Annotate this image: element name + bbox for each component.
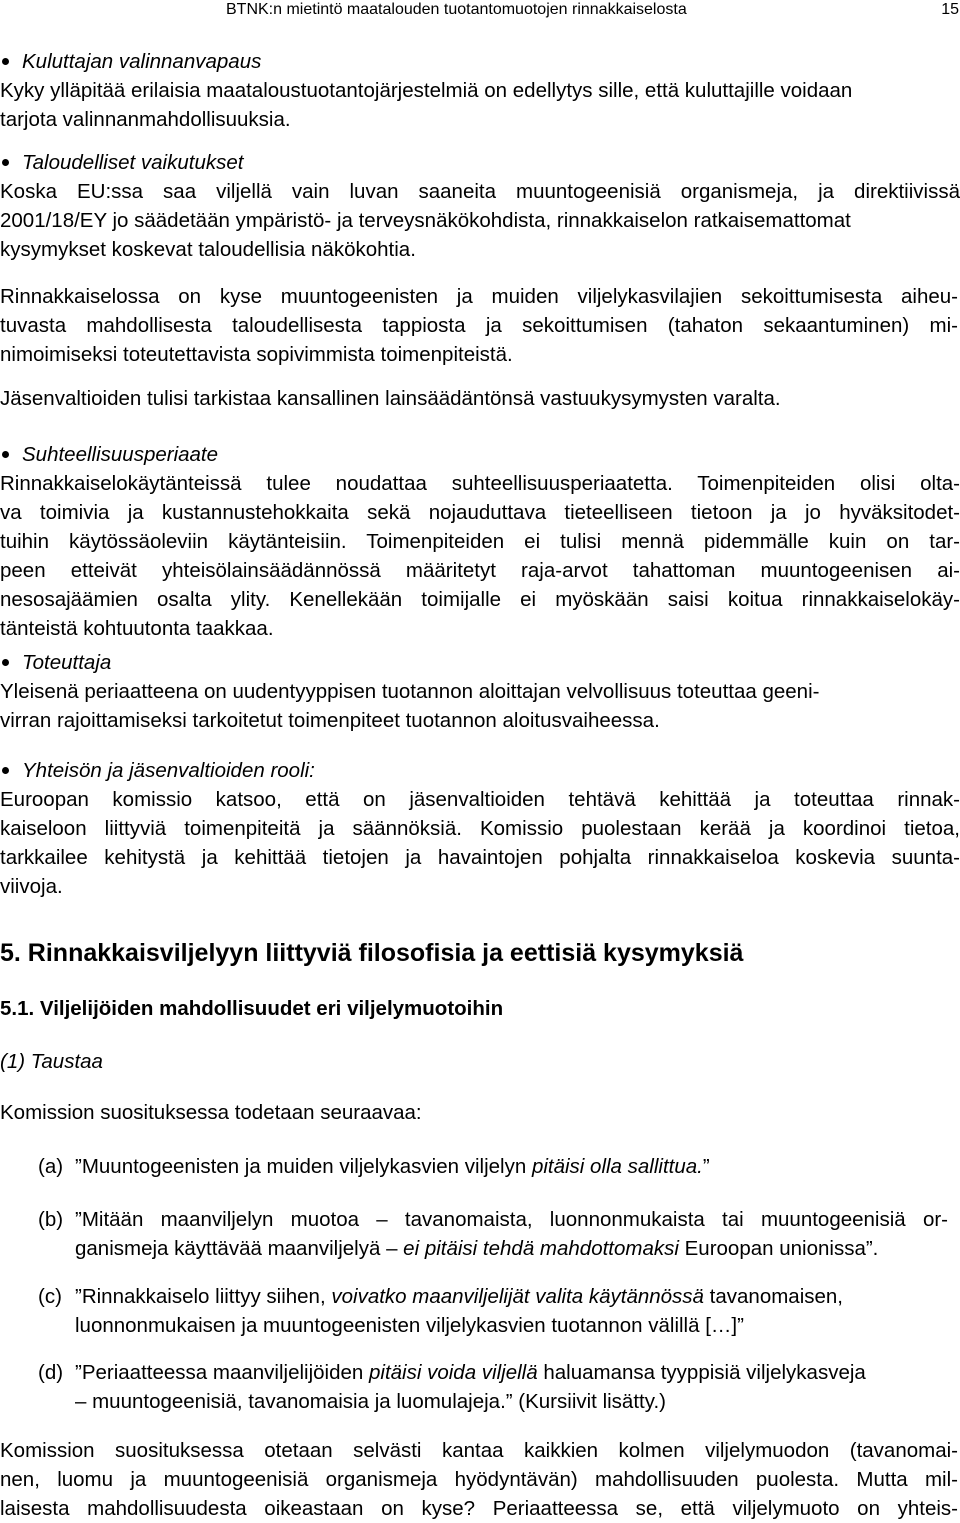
page-header <box>226 0 960 20</box>
text-line: ”Mitään maanviljelyn muotoa – tavanomaista, luonnonmukaista tai muuntogeenisiä or- <box>75 1208 948 1231</box>
text-line: Komission suosituksessa otetaan selvästi kantaa kaikkien kolmen viljelymuodon (tavanomai- <box>0 1439 958 1462</box>
bullet-title: Taloudelliset vaikutukset <box>22 151 244 174</box>
text-line: kaiseloon liittyviä toimenpiteitä ja säännöksiä. Komissio puolestaan kerää ja koordinoi tietoa, <box>0 817 960 840</box>
text-line: nimoimiseksi toteutettavista sopivimmista toimenpiteistä. <box>0 343 513 366</box>
bullet-title: Suhteellisuusperiaate <box>22 443 219 466</box>
text-line: tuvasta mahdollisesta taloudellisesta tappiosta ja sekoittumisen (tahaton sekaantuminen) mi- <box>0 314 958 337</box>
bullet-title: Yhteisön ja jäsenvaltioiden rooli: <box>22 759 315 782</box>
section-heading: 5. Rinnakkaisviljelyyn liittyviä filosofisia ja eettisiä kysymyksiä <box>0 939 744 967</box>
page-number: 15 <box>941 1 959 18</box>
text-line: nen, luomu ja muuntogeenisiä organismeja hyödyntävän) mahdollisuuden puolesta. Mutta mil- <box>0 1468 958 1491</box>
text-line: – muuntogeenisiä, tavanomaisia ja luomulajeja.” (Kursiivit lisätty.) <box>75 1390 666 1413</box>
text-line: luonnonmukaisen ja muuntogeenisten viljelykasvien tuotannon välillä […]” <box>75 1314 744 1337</box>
bullet-icon <box>2 451 9 458</box>
text-line: tuihin käytössäoleviin käytänteisiin. Toimenpiteiden ei tulisi mennä pidemmälle kuin on tar- <box>0 530 960 553</box>
text-line: laisesta mahdollisuudesta oikeastaan on kyse? Periaatteessa se, että viljelymuoto on yhteis- <box>0 1497 958 1520</box>
text-line: kysymykset koskevat taloudellisia näkökohtia. <box>0 238 416 261</box>
bullet-icon <box>2 159 9 166</box>
text-line: tänteistä kohtuutonta taakkaa. <box>0 617 274 640</box>
item-label: (d) <box>38 1361 64 1384</box>
text-line: va toimivia ja kustannustehokkaita sekä nojauduttava tieteelliseen tietoon ja jo hyväksitodet- <box>0 501 960 524</box>
text-line: ganismeja käyttävää maanviljelyä – ei pitäisi tehdä mahdottomaksi Euroopan unionissa”. <box>75 1237 879 1260</box>
bullet-title: Kuluttajan valinnanvapaus <box>22 50 262 73</box>
text-line: ”Rinnakkaiselo liittyy siihen, voivatko maanviljelijät valita käytännössä tavanomaisen, <box>75 1285 843 1308</box>
subheading: (1) Taustaa <box>0 1050 103 1073</box>
document-title: BTNK:n mietintö maatalouden tuotantomuotojen rinnakkaiselosta <box>226 1 687 18</box>
text-line: Yleisenä periaatteena on uudentyyppisen tuotannon aloittajan velvollisuus toteuttaa geeni- <box>0 680 820 703</box>
bullet-icon <box>2 659 9 666</box>
text-line: Komission suosituksessa todetaan seuraavaa: <box>0 1101 422 1124</box>
item-label: (b) <box>38 1208 64 1231</box>
text-line: Koska EU:ssa saa viljellä vain luvan saaneita muuntogeenisiä organismeja, ja direktiivissä <box>0 180 960 203</box>
text-line: tarjota valinnanmahdollisuuksia. <box>0 108 291 131</box>
text-line: peen etteivät yhteisölainsäädännössä määritetyt raja-arvot tahattoman muuntogeenisen ai- <box>0 559 960 582</box>
subsection-heading: 5.1. Viljelijöiden mahdollisuudet eri viljelymuotoihin <box>0 997 504 1020</box>
text-line: Kyky ylläpitää erilaisia maataloustuotantojärjestelmiä on edellytys sille, että kuluttajille voidaan <box>0 79 853 102</box>
text-line: 2001/18/EY jo säädetään ympäristö- ja terveysnäkökohdista, rinnakkaiselon ratkaisemattomat <box>0 209 851 232</box>
text-line: Jäsenvaltioiden tulisi tarkistaa kansallinen lainsäädäntönsä vastuukysymysten varalta. <box>0 387 781 410</box>
text-line: ”Periaatteessa maanviljelijöiden pitäisi voida viljellä haluamansa tyyppisiä viljelykasveja <box>75 1361 866 1384</box>
text-line: nesosajäämien osalta ylity. Kenellekään toimijalle ei myöskään saisi koitua rinnakkaiselokäy- <box>0 588 960 611</box>
text-line: virran rajoittamiseksi tarkoitetut toimenpiteet tuotannon aloitusvaiheessa. <box>0 709 660 732</box>
text-line: viivoja. <box>0 875 63 898</box>
item-label: (c) <box>38 1285 62 1308</box>
text-line: Rinnakkaiselossa on kyse muuntogeenisten ja muiden viljelykasvilajien sekoittumisesta aiheu- <box>0 285 958 308</box>
bullet-icon <box>2 58 9 65</box>
bullet-title: Toteuttaja <box>22 651 112 674</box>
text-line: ”Muuntogeenisten ja muiden viljelykasvien viljelyn pitäisi olla sallittua.” <box>75 1155 710 1178</box>
bullet-icon <box>2 767 9 774</box>
text-line: Rinnakkaiselokäytänteissä tulee noudattaa suhteellisuusperiaatetta. Toimenpiteiden olisi olta- <box>0 472 960 495</box>
item-label: (a) <box>38 1155 64 1178</box>
text-line: tarkkailee kehitystä ja kehittää tietojen ja havaintojen pohjalta rinnakkaiseloa koskevia suunta- <box>0 846 960 869</box>
text-line: Euroopan komissio katsoo, että on jäsenvaltioiden tehtävä kehittää ja toteuttaa rinnak- <box>0 788 960 811</box>
